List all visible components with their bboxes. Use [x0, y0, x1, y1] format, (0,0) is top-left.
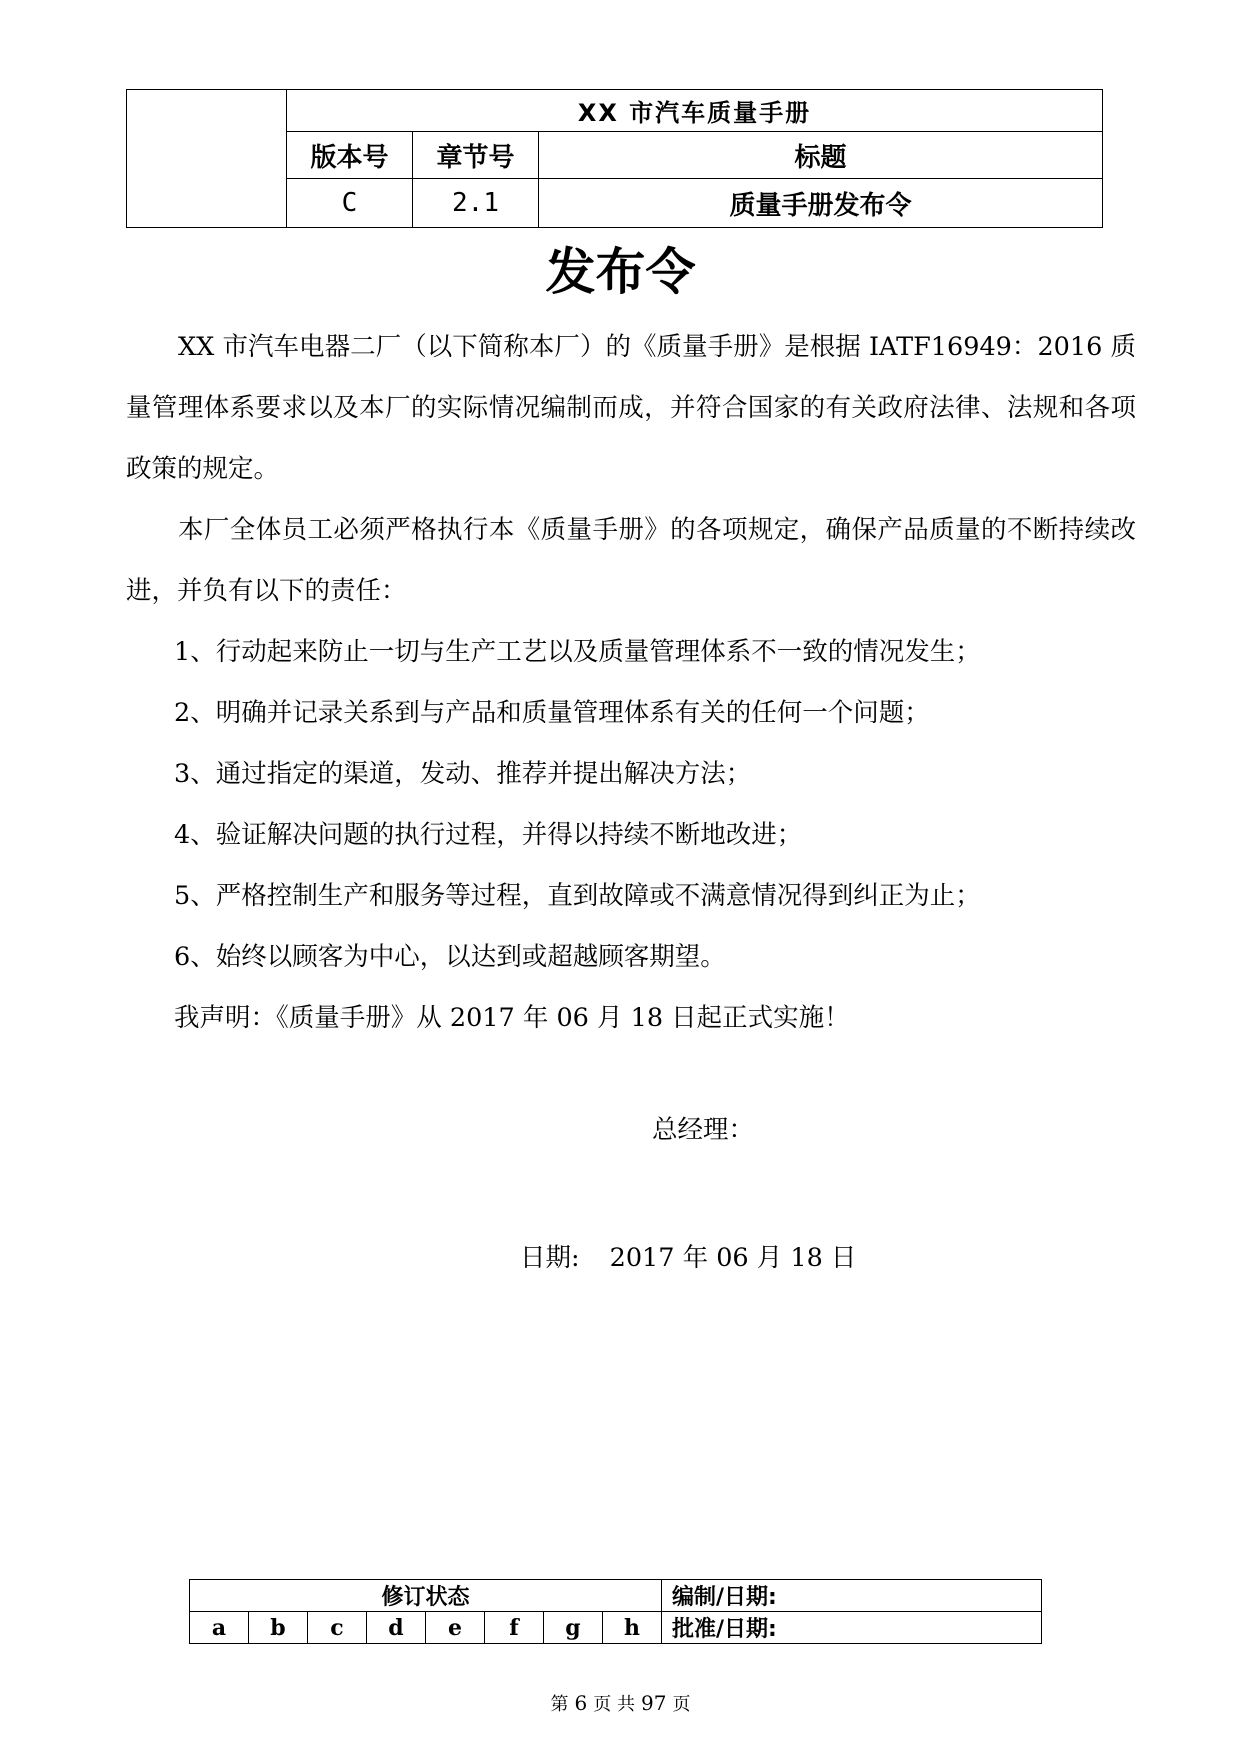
document-body: [126, 317, 1136, 1049]
responsibility-item: 6、始终以顾客为中心，以达到或超越顾客期望。: [174, 942, 726, 972]
approved-date-label: 批准/日期:: [662, 1612, 1042, 1644]
revision-table: [189, 1579, 1042, 1644]
revision-status-label: 修订状态: [190, 1580, 662, 1612]
signer-label: 总经理：: [652, 1115, 755, 1145]
revision-letter: d: [367, 1612, 426, 1644]
revision-letter: g: [544, 1612, 603, 1644]
revision-letter: a: [190, 1612, 249, 1644]
responsibility-paragraph: 本厂全体员工必须严格执行本《质量手册》的各项规定，确保产品质量的不断持续改进，并负有以下的责任：: [126, 515, 1136, 606]
revision-letter: c: [308, 1612, 367, 1644]
total-pages: 97: [641, 1691, 667, 1715]
page-number: 6: [574, 1691, 588, 1715]
responsibility-item: 5、严格控制生产和服务等过程，直到故障或不满意情况得到纠正为止；: [174, 881, 981, 911]
chapter-header: 章节号: [413, 132, 539, 179]
version-value: C: [287, 179, 413, 228]
date-label: 日期:: [520, 1243, 580, 1273]
date-line: [520, 1238, 856, 1278]
prepared-date-label: 编制/日期:: [662, 1580, 1042, 1612]
page-footer: [0, 1690, 1241, 1716]
footer-prefix: 第: [550, 1694, 569, 1715]
revision-letter: h: [603, 1612, 662, 1644]
responsibility-item: 3、通过指定的渠道，发动、推荐并提出解决方法；: [174, 759, 752, 789]
declaration: 我声明：《质量手册》从 2017 年 06 月 18 日起正式实施！: [174, 1003, 850, 1033]
manual-title: XX 市汽车质量手册: [287, 90, 1103, 132]
logo-cell: [127, 90, 287, 228]
title-header: 标题: [539, 132, 1103, 179]
footer-middle: 页 共: [593, 1694, 635, 1715]
page-title: 发布令: [545, 243, 696, 301]
chapter-value: 2.1: [413, 179, 539, 228]
title-value: 质量手册发布令: [539, 179, 1103, 228]
responsibility-item: 1、行动起来防止一切与生产工艺以及质量管理体系不一致的情况发生；: [174, 637, 981, 667]
date-value: 2017 年 06 月 18 日: [609, 1243, 857, 1273]
intro-paragraph: XX 市汽车电器二厂（以下简称本厂）的《质量手册》是根据 IATF16949：2016 质量管理体系要求以及本厂的实际情况编制而成，并符合国家的有关政府法律、法规和各项政策的规定。: [126, 332, 1136, 484]
document-header-table: [126, 89, 1103, 228]
revision-letter: b: [249, 1612, 308, 1644]
responsibility-item: 2、明确并记录关系到与产品和质量管理体系有关的任何一个问题；: [174, 698, 930, 728]
revision-letter: e: [426, 1612, 485, 1644]
version-header: 版本号: [287, 132, 413, 179]
responsibility-item: 4、验证解决问题的执行过程，并得以持续不断地改进；: [174, 820, 803, 850]
footer-suffix: 页: [672, 1694, 691, 1715]
revision-letter: f: [485, 1612, 544, 1644]
